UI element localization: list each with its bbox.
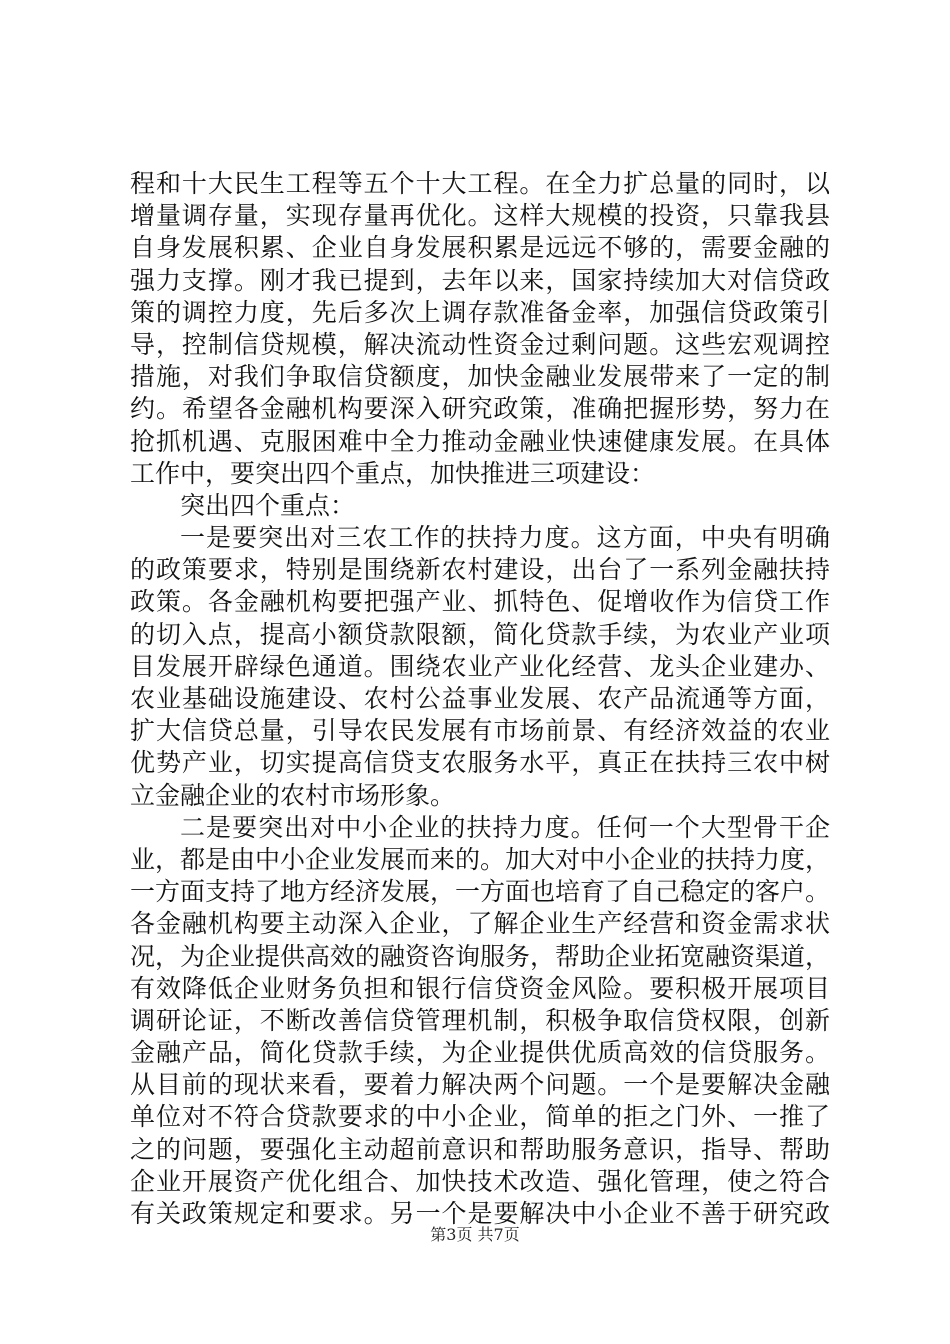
text-line: 程和十大民生工程等五个十大工程。在全力扩总量的同时，以: [130, 169, 830, 198]
text-line: 的政策要求，特别是围绕新农村建设，出台了一系列金融扶持: [130, 555, 830, 585]
text-line: 农业基础设施建设、农村公益事业发展、农产品流通等方面，: [130, 684, 830, 713]
text-line: 单位对不符合贷款要求的中小企业，简单的拒之门外、一推了: [130, 1102, 830, 1132]
text-line: 有效降低企业财务负担和银行信贷资金风险。要积极开展项目: [130, 973, 830, 1003]
text-line: 一是要突出对三农工作的扶持力度。这方面，中央有明确: [180, 523, 830, 553]
text-line: 强力支撑。刚才我已提到，去年以来，国家持续加大对信贷政: [130, 265, 830, 295]
text-line: 策的调控力度，先后多次上调存款准备金率，加强信贷政策引: [130, 297, 830, 327]
body-text: [130, 168, 830, 1230]
text-line: 的切入点，提高小额贷款限额，简化贷款手续，为农业产业项: [130, 619, 830, 649]
page-number-footer: 第3页 共7页: [430, 1225, 520, 1244]
text-line: 立金融企业的农村市场形象。: [130, 780, 456, 810]
text-line: 目发展开辟绿色通道。围绕农业产业化经营、龙头企业建办、: [130, 651, 830, 681]
text-line: 措施，对我们争取信贷额度，加快金融业发展带来了一定的制: [130, 362, 830, 392]
text-line: 扩大信贷总量，引导农民发展有市场前景、有经济效益的农业: [130, 716, 830, 746]
text-line: 调研论证，不断改善信贷管理机制，积极争取信贷权限，创新: [130, 1005, 830, 1035]
text-line: 自身发展积累、企业自身发展积累是远远不够的，需要金融的: [130, 233, 830, 263]
text-line: 业，都是由中小企业发展而来的。加大对中小企业的扶持力度，: [130, 844, 831, 874]
text-line: 有关政策规定和要求。另一个是要解决中小企业不善于研究政: [130, 1199, 830, 1228]
text-line: 之的问题，要强化主动超前意识和帮助服务意识，指导、帮助: [130, 1134, 830, 1164]
text-line: 二是要突出对中小企业的扶持力度。任何一个大型骨干企: [180, 812, 830, 842]
text-line: 导，控制信贷规模，解决流动性资金过剩问题。这些宏观调控: [130, 329, 830, 359]
text-line: 优势产业，切实提高信贷支农服务水平，真正在扶持三农中树: [130, 748, 830, 778]
text-line: 约。希望各金融机构要深入研究政策，准确把握形势，努力在: [130, 394, 830, 424]
text-line: 一方面支持了地方经济发展，一方面也培育了自己稳定的客户。: [130, 877, 831, 907]
text-line: 金融产品，简化贷款手续，为企业提供优质高效的信贷服务。: [130, 1038, 830, 1068]
section-heading: 突出四个重点：: [180, 490, 356, 520]
text-line: 政策。各金融机构要把强产业、抓特色、促增收作为信贷工作: [130, 587, 830, 617]
text-line: 况，为企业提供高效的融资咨询服务，帮助企业拓宽融资渠道，: [130, 941, 831, 971]
text-line: 工作中，要突出四个重点，加快推进三项建设：: [130, 458, 656, 488]
text-line: 从目前的现状来看，要着力解决两个问题。一个是要解决金融: [130, 1070, 830, 1100]
text-line: 企业开展资产优化组合、加快技术改造、强化管理，使之符合: [130, 1166, 830, 1196]
text-line: 增量调存量，实现存量再优化。这样大规模的投资，只靠我县: [130, 201, 830, 231]
text-line: 抢抓机遇、克服困难中全力推动金融业快速健康发展。在具体: [130, 426, 830, 456]
text-line: 各金融机构要主动深入企业，了解企业生产经营和资金需求状: [130, 909, 830, 939]
